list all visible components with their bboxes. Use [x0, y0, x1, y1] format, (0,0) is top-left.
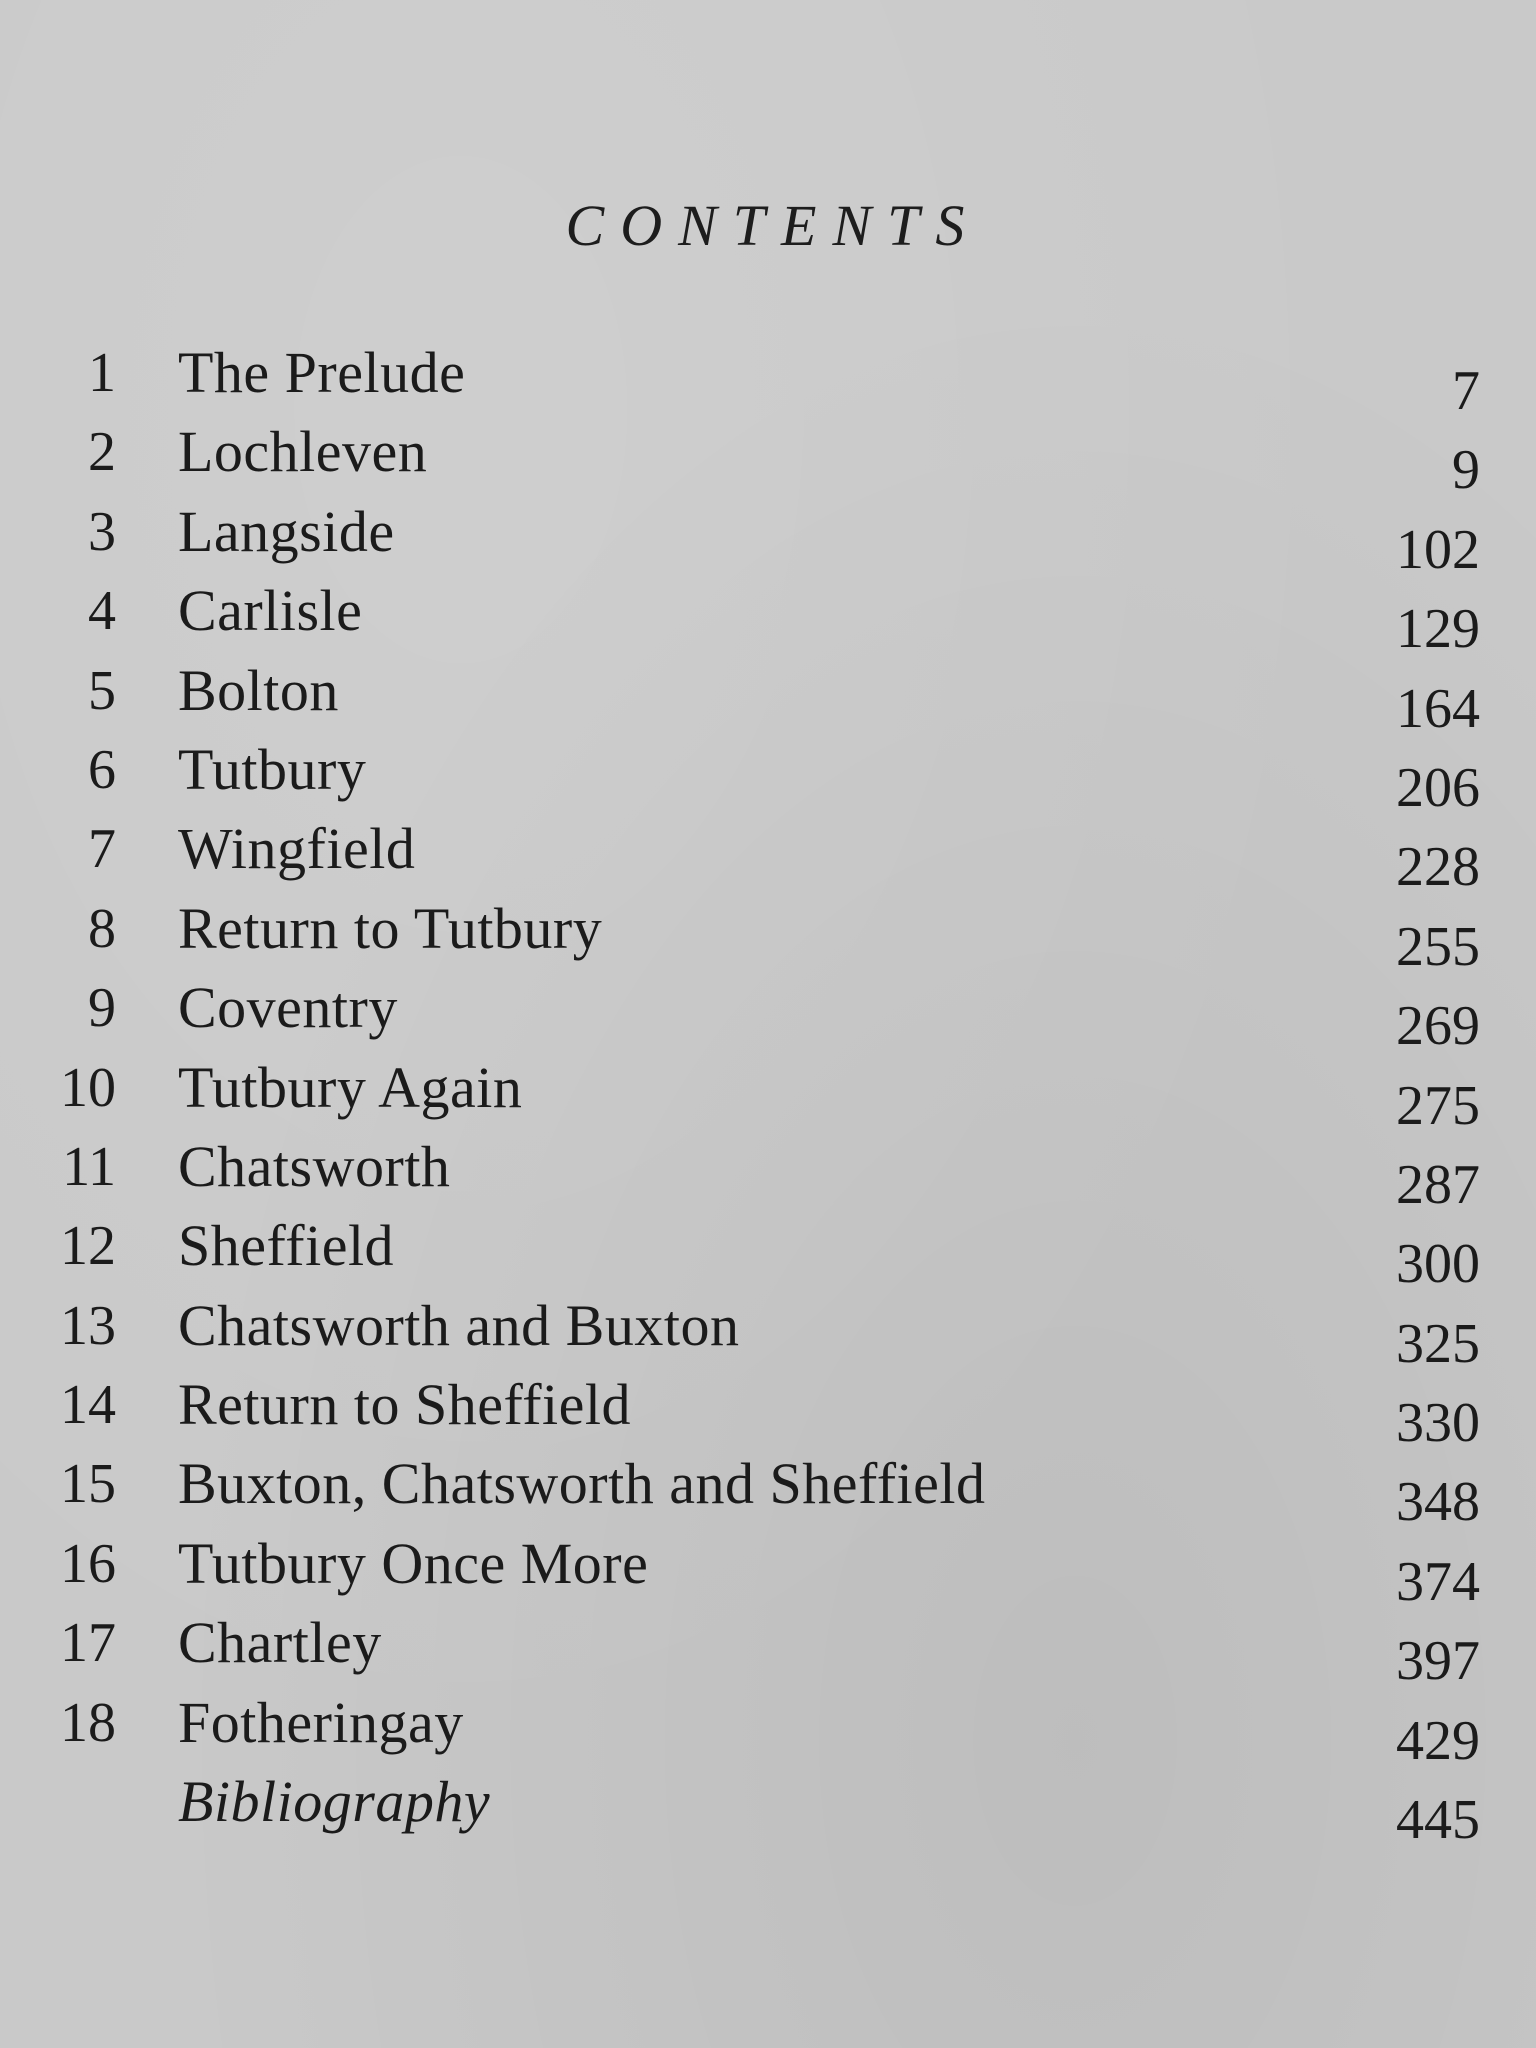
contents-heading: CONTENTS	[565, 193, 981, 258]
page-number: 397	[1396, 1630, 1480, 1693]
toc-entry	[0, 736, 1536, 819]
toc-entry	[0, 1133, 1536, 1216]
contents-list	[0, 340, 1536, 1852]
toc-entry	[0, 1054, 1536, 1137]
page-number: 7	[1452, 360, 1480, 422]
chapter-title: Lochleven	[178, 419, 428, 485]
chapter-title: Bolton	[178, 657, 339, 723]
chapter-title: Chatsworth	[178, 1133, 451, 1199]
chapter-number: 4	[88, 580, 116, 643]
chapter-number: 11	[62, 1135, 116, 1198]
chapter-number: 8	[88, 897, 116, 960]
page-number: 275	[1396, 1074, 1480, 1137]
page-number: 287	[1396, 1153, 1480, 1216]
page-number: 228	[1396, 836, 1480, 899]
chapter-title: Carlisle	[178, 578, 363, 644]
toc-entry	[0, 895, 1536, 978]
chapter-title: Tutbury Again	[178, 1054, 523, 1120]
toc-entry	[0, 1530, 1536, 1613]
toc-entry	[0, 1213, 1536, 1296]
page-number: 300	[1396, 1233, 1480, 1296]
page-number: 206	[1396, 756, 1480, 819]
chapter-title: Wingfield	[178, 816, 416, 882]
page-number: 9	[1452, 439, 1480, 502]
page-number: 445	[1396, 1789, 1480, 1852]
chapter-number: 18	[60, 1691, 116, 1754]
toc-entry	[0, 816, 1536, 899]
chapter-title: Fotheringay	[178, 1689, 464, 1755]
page-number: 429	[1396, 1709, 1480, 1772]
page-number: 330	[1396, 1392, 1480, 1455]
chapter-number: 14	[60, 1374, 116, 1437]
chapter-number: 7	[88, 818, 116, 881]
toc-entry	[0, 498, 1536, 581]
chapter-title: Tutbury Once More	[178, 1530, 649, 1596]
chapter-number: 12	[60, 1215, 116, 1278]
chapter-title: Chatsworth and Buxton	[178, 1292, 740, 1358]
bibliography-title: Bibliography	[178, 1769, 491, 1835]
chapter-title: Return to Sheffield	[178, 1372, 632, 1438]
page-number: 348	[1396, 1471, 1480, 1534]
chapter-number: 16	[60, 1532, 116, 1595]
chapter-number: 1	[88, 342, 116, 404]
chapter-title: Tutbury	[178, 736, 367, 802]
chapter-number: 9	[88, 977, 116, 1040]
chapter-number: 3	[88, 500, 116, 563]
chapter-title: Coventry	[178, 975, 398, 1041]
page-number: 129	[1396, 598, 1480, 661]
toc-entry-bibliography	[0, 1769, 1536, 1852]
toc-entry	[0, 340, 1536, 422]
toc-entry	[0, 578, 1536, 661]
chapter-title: Langside	[178, 498, 395, 564]
chapter-number: 10	[60, 1056, 116, 1119]
chapter-number: 6	[88, 738, 116, 801]
chapter-title: Chartley	[178, 1610, 382, 1676]
toc-entry	[0, 1689, 1536, 1772]
chapter-title: The Prelude	[178, 340, 466, 405]
page-number: 255	[1396, 915, 1480, 978]
page-number: 269	[1396, 995, 1480, 1058]
toc-entry	[0, 1610, 1536, 1693]
chapter-number: 5	[88, 659, 116, 722]
toc-entry	[0, 975, 1536, 1058]
toc-entry	[0, 657, 1536, 740]
chapter-number: 2	[88, 421, 116, 484]
chapter-title: Return to Tutbury	[178, 895, 603, 961]
chapter-number: 13	[60, 1294, 116, 1357]
page-number: 164	[1396, 677, 1480, 740]
toc-entry	[0, 1451, 1536, 1534]
page-number: 325	[1396, 1312, 1480, 1375]
chapter-title: Buxton, Chatsworth and Sheffield	[178, 1451, 986, 1517]
toc-entry	[0, 419, 1536, 502]
page-number: 102	[1396, 518, 1480, 581]
toc-entry	[0, 1372, 1536, 1455]
toc-entry	[0, 1292, 1536, 1375]
page-number: 374	[1396, 1550, 1480, 1613]
chapter-title: Sheffield	[178, 1213, 395, 1279]
chapter-number: 15	[60, 1453, 116, 1516]
chapter-number: 17	[60, 1612, 116, 1675]
